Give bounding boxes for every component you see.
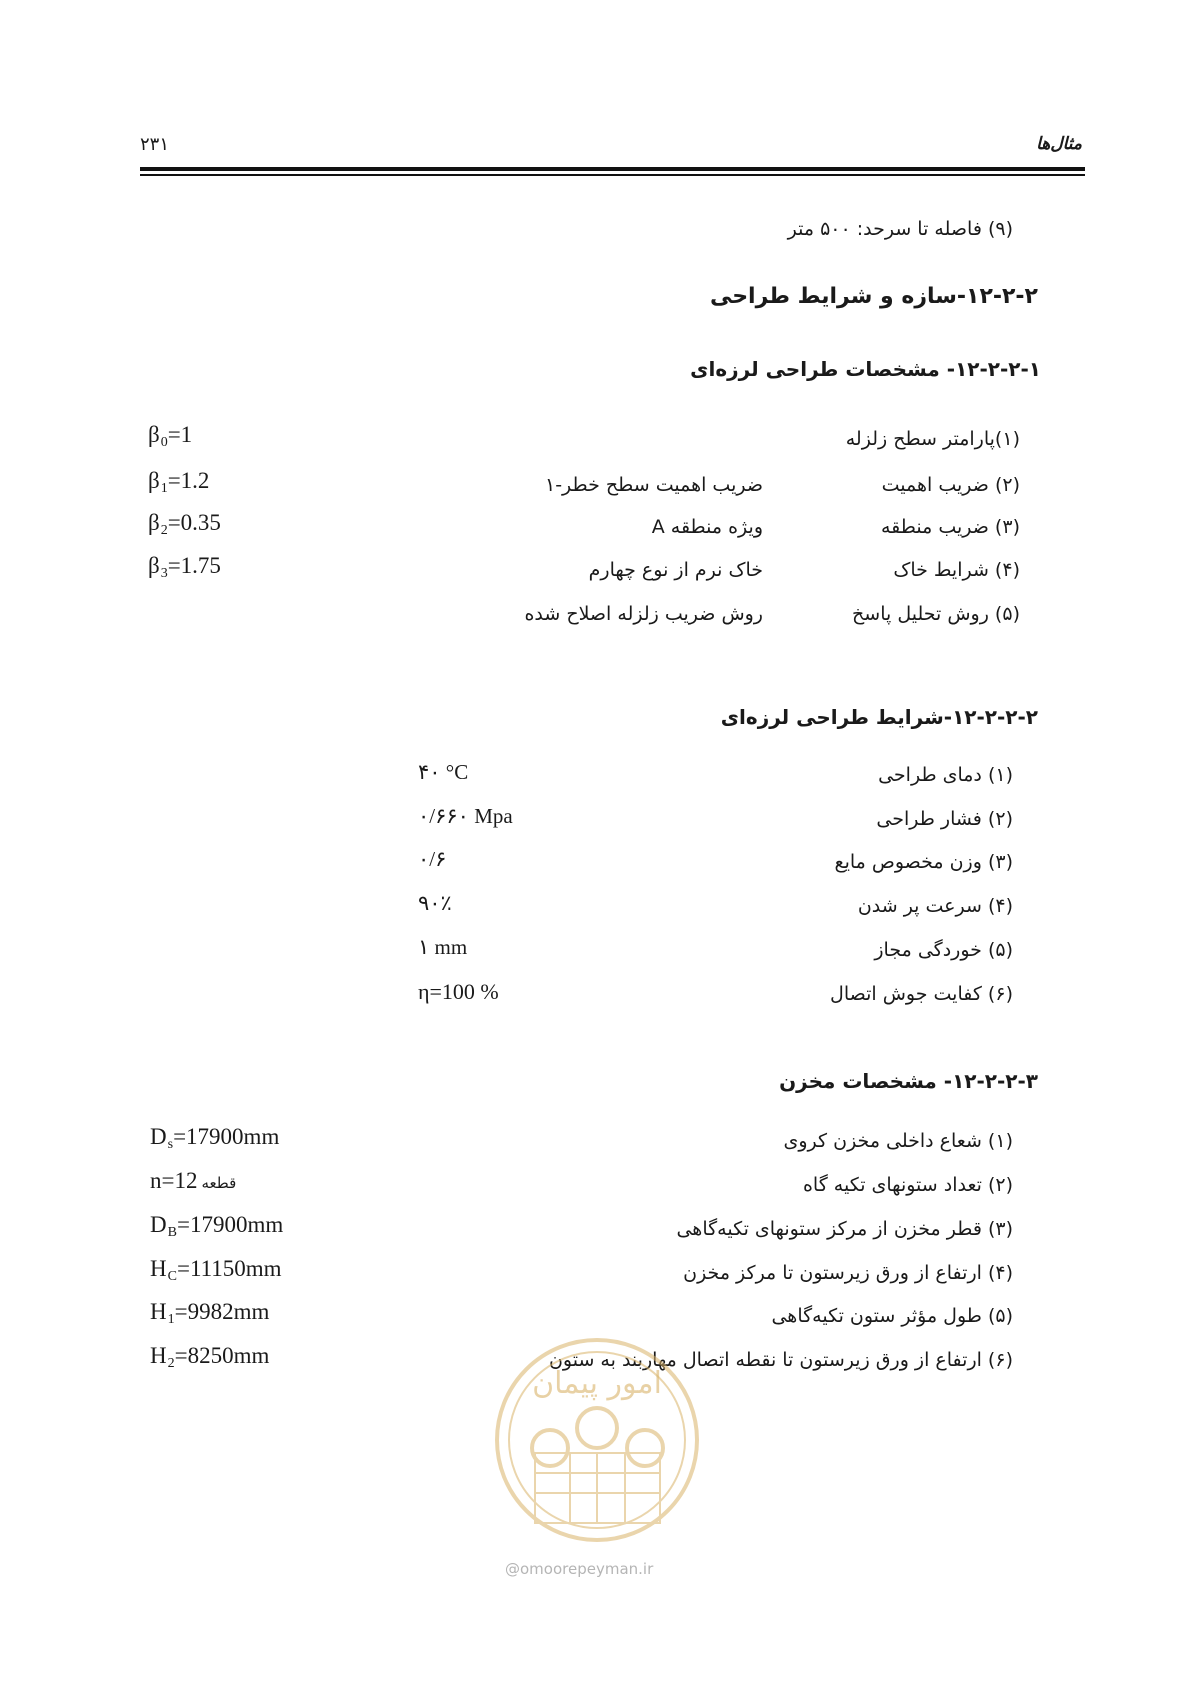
spec-description: روش ضریب زلزله اصلاح شده [524, 603, 763, 625]
spec-description: ویژه منطقه A [651, 516, 763, 538]
spec-label: (۴) شرایط خاک [893, 559, 1020, 581]
spec-description: خاک نرم از نوع چهارم [588, 559, 763, 581]
formula-value: =0.35 [167, 510, 221, 535]
formula [150, 1256, 282, 1285]
formula-value: =1 [167, 422, 193, 447]
formula-subscript: 1 [160, 481, 168, 496]
formula-subscript: 3 [160, 566, 168, 581]
seismic-specs-heading: ۱۲-۲-۲-۱- مشخصات طراحی لرزه‌ای [690, 357, 1041, 381]
formula [148, 422, 192, 451]
condition-value: ۰/۶۶۰ Mpa [418, 804, 513, 828]
seismic-conditions-heading: ۱۲-۲-۲-۲-شرایط طراحی لرزه‌ای [720, 705, 1038, 729]
formula [150, 1343, 269, 1372]
tank-spec-label: (۶) ارتفاع از ورق زیرستون تا نقطه اتصال مهاربند به ستون [548, 1349, 1013, 1371]
formula-subscript: B [167, 1225, 177, 1240]
watermark-logo-icon [490, 1333, 705, 1548]
tank-spec-label: (۲) تعداد ستونهای تکیه گاه [802, 1174, 1013, 1196]
condition-value: η=100 % [418, 979, 499, 1004]
formula [148, 553, 221, 582]
formula [150, 1124, 279, 1153]
formula-value: =17900mm [176, 1212, 284, 1237]
formula-unit: قطعه [201, 1174, 237, 1192]
tank-spec-label: (۱) شعاع داخلی مخزن کروی [783, 1130, 1013, 1152]
tank-spec-label: (۵) طول مؤثر ستون تکیه‌گاهی [771, 1305, 1013, 1327]
formula [150, 1212, 283, 1241]
condition-label: (۶) کفایت جوش اتصال [830, 983, 1013, 1005]
condition-label: (۳) وزن مخصوص مایع [834, 851, 1013, 873]
section-title: ۱۲-۲-۲-سازه و شرایط طراحی [709, 284, 1038, 309]
page-number: ۲۳۱ [140, 134, 170, 155]
formula-value: =1.75 [167, 553, 221, 578]
intro-item: (۹) فاصله تا سرحد: ۵۰۰ متر [787, 218, 1013, 240]
condition-label: (۱) دمای طراحی [878, 764, 1013, 786]
tank-spec-label: (۴) ارتفاع از ورق زیرستون تا مرکز مخزن [683, 1262, 1013, 1284]
condition-value: ۴۰ °C [418, 760, 469, 784]
formula-subscript: s [167, 1137, 174, 1152]
header-rule-thin [140, 174, 1085, 176]
formula-symbol: β [148, 422, 160, 447]
header-rule-thick [140, 167, 1085, 171]
formula-symbol: n [150, 1168, 162, 1193]
watermark-url: @omoorepeyman.ir [505, 1560, 654, 1578]
condition-label: (۲) فشار طراحی [876, 808, 1013, 830]
formula-symbol: β [148, 510, 160, 535]
formula-subscript: 2 [167, 1356, 175, 1371]
formula-value: =17900mm [173, 1124, 280, 1149]
formula-value: =11150mm [176, 1256, 282, 1281]
formula-value: =1.2 [167, 468, 210, 493]
formula-symbol: H [150, 1343, 167, 1368]
chapter-title: مثال‌ها [1036, 134, 1082, 154]
formula-subscript: 1 [167, 1312, 175, 1327]
formula [150, 1168, 236, 1194]
formula-symbol: D [150, 1212, 167, 1237]
formula-value: =12 [161, 1168, 198, 1193]
formula-value: =8250mm [174, 1343, 270, 1368]
tank-spec-label: (۳) قطر مخزن از مرکز ستونهای تکیه‌گاهی [676, 1218, 1013, 1240]
condition-value: ۱ mm [418, 935, 468, 959]
formula-subscript: 0 [160, 435, 168, 450]
formula-symbol: β [148, 553, 160, 578]
condition-label: (۵) خوردگی مجاز [874, 939, 1013, 961]
formula-subscript: 2 [160, 523, 168, 538]
formula-symbol: H [150, 1256, 167, 1281]
spec-label: (۵) روش تحلیل پاسخ [852, 603, 1020, 625]
formula-symbol: H [150, 1299, 167, 1324]
spec-description: ضریب اهمیت سطح خطر-۱ [544, 474, 763, 496]
condition-value: ۹۰٪ [418, 891, 452, 915]
spec-label: (۱)پارامتر سطح زلزله [845, 428, 1020, 450]
condition-value: ۰/۶ [418, 847, 447, 871]
formula-symbol: D [150, 1124, 167, 1149]
spec-label: (۳) ضریب منطقه [881, 516, 1020, 538]
formula-value: =9982mm [174, 1299, 270, 1324]
formula-symbol: β [148, 468, 160, 493]
formula [150, 1299, 269, 1328]
formula [148, 510, 221, 539]
formula [148, 468, 209, 497]
condition-label: (۴) سرعت پر شدن [857, 895, 1013, 917]
tank-specs-heading: ۱۲-۲-۲-۳- مشخصات مخزن [779, 1069, 1038, 1093]
watermark-logo-text: امور پیمان [532, 1366, 662, 1401]
formula-subscript: C [167, 1269, 177, 1284]
spec-label: (۲) ضریب اهمیت [881, 474, 1020, 496]
